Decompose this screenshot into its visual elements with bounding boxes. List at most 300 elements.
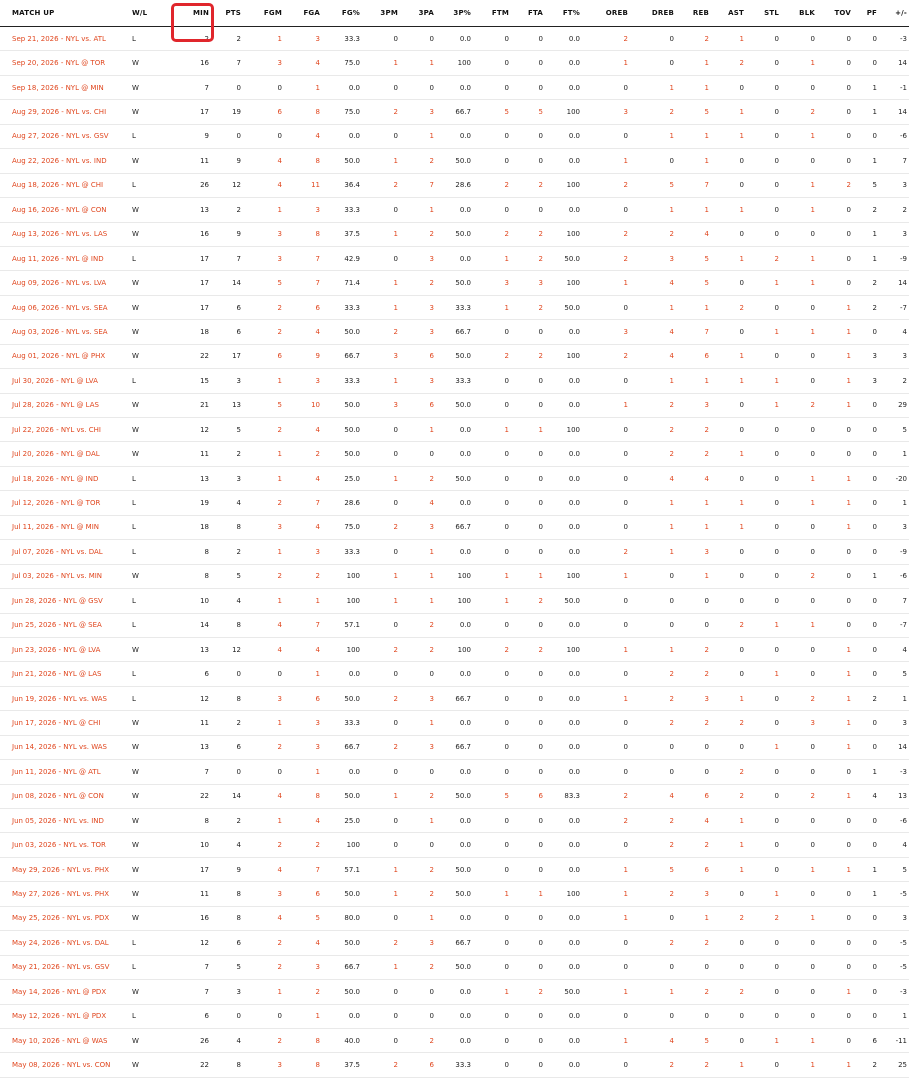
stat-cell-dreb[interactable]: 2 — [634, 711, 680, 735]
stat-cell-stl[interactable]: 1 — [750, 320, 785, 344]
stat-cell-fga[interactable]: 6 — [288, 882, 326, 906]
stat-cell-3pa[interactable]: 2 — [404, 466, 440, 490]
stat-cell-3pa[interactable]: 2 — [404, 1028, 440, 1052]
stat-cell-stl[interactable]: 1 — [750, 735, 785, 759]
stat-cell-reb[interactable]: 4 — [680, 466, 715, 490]
stat-cell-3pm[interactable]: 2 — [366, 1053, 404, 1077]
stat-cell-fga[interactable]: 3 — [288, 735, 326, 759]
stat-cell-tov[interactable]: 1 — [821, 369, 857, 393]
matchup-link[interactable]: Jun 14, 2026 - NYL vs. WAS — [0, 735, 128, 759]
matchup-link[interactable]: May 12, 2026 - NYL @ PDX — [0, 1004, 128, 1028]
column-header-pf[interactable]: PF — [857, 0, 883, 27]
stat-cell-oreb[interactable]: 2 — [586, 784, 634, 808]
stat-cell-blk[interactable]: 1 — [785, 320, 821, 344]
column-header-ast[interactable]: AST — [715, 0, 750, 27]
stat-cell-fga[interactable]: 2 — [288, 564, 326, 588]
matchup-link[interactable]: Jun 23, 2026 - NYL @ LVA — [0, 637, 128, 661]
stat-cell-fga[interactable]: 4 — [288, 466, 326, 490]
stat-cell-dreb[interactable]: 5 — [634, 173, 680, 197]
stat-cell-fta[interactable]: 2 — [515, 173, 549, 197]
stat-cell-fgm[interactable]: 5 — [247, 271, 288, 295]
matchup-link[interactable]: May 27, 2026 - NYL vs. PHX — [0, 882, 128, 906]
stat-cell-oreb[interactable]: 2 — [586, 173, 634, 197]
stat-cell-dreb[interactable]: 3 — [634, 246, 680, 270]
stat-cell-dreb[interactable]: 2 — [634, 100, 680, 124]
stat-cell-3pm[interactable]: 2 — [366, 100, 404, 124]
stat-cell-ftm[interactable]: 2 — [477, 173, 515, 197]
stat-cell-fgm[interactable]: 4 — [247, 613, 288, 637]
stat-cell-fta[interactable]: 6 — [515, 784, 549, 808]
stat-cell-ast[interactable]: 2 — [715, 711, 750, 735]
stat-cell-oreb[interactable]: 1 — [586, 271, 634, 295]
stat-cell-blk[interactable]: 2 — [785, 686, 821, 710]
stat-cell-dreb[interactable]: 2 — [634, 222, 680, 246]
stat-cell-dreb[interactable]: 5 — [634, 857, 680, 881]
stat-cell-ftm[interactable]: 2 — [477, 637, 515, 661]
stat-cell-ast[interactable]: 1 — [715, 491, 750, 515]
column-header-3p-pct[interactable]: 3P% — [440, 0, 477, 27]
stat-cell-3pm[interactable]: 1 — [366, 882, 404, 906]
matchup-link[interactable]: Jul 12, 2026 - NYL @ TOR — [0, 491, 128, 515]
matchup-link[interactable]: Aug 01, 2026 - NYL @ PHX — [0, 344, 128, 368]
stat-cell-dreb[interactable]: 1 — [634, 491, 680, 515]
stat-cell-fgm[interactable]: 4 — [247, 857, 288, 881]
stat-cell-fta[interactable]: 2 — [515, 295, 549, 319]
matchup-link[interactable]: Jul 30, 2026 - NYL @ LVA — [0, 369, 128, 393]
stat-cell-fgm[interactable]: 1 — [247, 589, 288, 613]
stat-cell-3pm[interactable]: 3 — [366, 393, 404, 417]
stat-cell-ftm[interactable]: 1 — [477, 246, 515, 270]
stat-cell-3pa[interactable]: 3 — [404, 369, 440, 393]
stat-cell-3pa[interactable]: 1 — [404, 198, 440, 222]
stat-cell-reb[interactable]: 7 — [680, 320, 715, 344]
stat-cell-fga[interactable]: 11 — [288, 173, 326, 197]
stat-cell-dreb[interactable]: 2 — [634, 393, 680, 417]
stat-cell-fga[interactable]: 1 — [288, 662, 326, 686]
stat-cell-ftm[interactable]: 1 — [477, 564, 515, 588]
stat-cell-blk[interactable]: 1 — [785, 1053, 821, 1077]
stat-cell-fgm[interactable]: 5 — [247, 393, 288, 417]
stat-cell-3pm[interactable]: 1 — [366, 589, 404, 613]
stat-cell-3pm[interactable]: 1 — [366, 564, 404, 588]
stat-cell-oreb[interactable]: 3 — [586, 100, 634, 124]
matchup-link[interactable]: Jun 03, 2026 - NYL vs. TOR — [0, 833, 128, 857]
stat-cell-fgm[interactable]: 1 — [247, 711, 288, 735]
matchup-link[interactable]: Jun 08, 2026 - NYL @ CON — [0, 784, 128, 808]
stat-cell-fgm[interactable]: 2 — [247, 931, 288, 955]
stat-cell-3pa[interactable]: 3 — [404, 100, 440, 124]
stat-cell-fga[interactable]: 8 — [288, 222, 326, 246]
matchup-link[interactable]: Jun 25, 2026 - NYL @ SEA — [0, 613, 128, 637]
stat-cell-blk[interactable]: 2 — [785, 393, 821, 417]
stat-cell-oreb[interactable]: 1 — [586, 980, 634, 1004]
column-header-oreb[interactable]: OREB — [586, 0, 634, 27]
stat-cell-3pm[interactable]: 2 — [366, 515, 404, 539]
matchup-link[interactable]: Aug 06, 2026 - NYL vs. SEA — [0, 295, 128, 319]
stat-cell-tov[interactable]: 1 — [821, 466, 857, 490]
stat-cell-3pm[interactable]: 3 — [366, 344, 404, 368]
stat-cell-3pm[interactable]: 1 — [366, 149, 404, 173]
stat-cell-fga[interactable]: 1 — [288, 75, 326, 99]
stat-cell-3pa[interactable]: 3 — [404, 320, 440, 344]
stat-cell-fga[interactable]: 9 — [288, 344, 326, 368]
stat-cell-ftm[interactable]: 1 — [477, 295, 515, 319]
stat-cell-reb[interactable]: 4 — [680, 222, 715, 246]
stat-cell-fgm[interactable]: 6 — [247, 100, 288, 124]
stat-cell-dreb[interactable]: 2 — [634, 931, 680, 955]
stat-cell-tov[interactable]: 1 — [821, 320, 857, 344]
matchup-link[interactable]: Aug 22, 2026 - NYL vs. IND — [0, 149, 128, 173]
stat-cell-fga[interactable]: 1 — [288, 760, 326, 784]
stat-cell-reb[interactable]: 2 — [680, 27, 715, 51]
stat-cell-reb[interactable]: 3 — [680, 882, 715, 906]
stat-cell-reb[interactable]: 2 — [680, 662, 715, 686]
stat-cell-reb[interactable]: 1 — [680, 491, 715, 515]
stat-cell-3pm[interactable]: 1 — [366, 466, 404, 490]
stat-cell-fgm[interactable]: 1 — [247, 980, 288, 1004]
stat-cell-fgm[interactable]: 1 — [247, 27, 288, 51]
stat-cell-tov[interactable]: 1 — [821, 393, 857, 417]
stat-cell-fga[interactable]: 7 — [288, 613, 326, 637]
matchup-link[interactable]: May 29, 2026 - NYL vs. PHX — [0, 857, 128, 881]
stat-cell-reb[interactable]: 2 — [680, 931, 715, 955]
stat-cell-fgm[interactable]: 2 — [247, 491, 288, 515]
stat-cell-ast[interactable]: 1 — [715, 809, 750, 833]
stat-cell-fga[interactable]: 4 — [288, 515, 326, 539]
stat-cell-reb[interactable]: 2 — [680, 442, 715, 466]
matchup-link[interactable]: Aug 16, 2026 - NYL @ CON — [0, 198, 128, 222]
stat-cell-oreb[interactable]: 1 — [586, 393, 634, 417]
stat-cell-reb[interactable]: 6 — [680, 344, 715, 368]
stat-cell-dreb[interactable]: 1 — [634, 637, 680, 661]
stat-cell-blk[interactable]: 2 — [785, 784, 821, 808]
stat-cell-blk[interactable]: 3 — [785, 711, 821, 735]
stat-cell-ast[interactable]: 2 — [715, 51, 750, 75]
stat-cell-fta[interactable]: 2 — [515, 589, 549, 613]
stat-cell-fgm[interactable]: 4 — [247, 637, 288, 661]
column-header-pts[interactable]: PTS — [215, 0, 247, 27]
stat-cell-ast[interactable]: 2 — [715, 906, 750, 930]
stat-cell-fgm[interactable]: 1 — [247, 466, 288, 490]
stat-cell-3pm[interactable]: 1 — [366, 222, 404, 246]
stat-cell-fga[interactable]: 8 — [288, 100, 326, 124]
stat-cell-tov[interactable]: 2 — [821, 173, 857, 197]
stat-cell-fga[interactable]: 5 — [288, 906, 326, 930]
stat-cell-ftm[interactable]: 1 — [477, 882, 515, 906]
stat-cell-fgm[interactable]: 3 — [247, 882, 288, 906]
stat-cell-reb[interactable]: 6 — [680, 857, 715, 881]
column-header-ft-pct[interactable]: FT% — [549, 0, 586, 27]
stat-cell-dreb[interactable]: 2 — [634, 442, 680, 466]
stat-cell-ast[interactable]: 1 — [715, 27, 750, 51]
stat-cell-ast[interactable]: 1 — [715, 833, 750, 857]
stat-cell-dreb[interactable]: 4 — [634, 1028, 680, 1052]
stat-cell-oreb[interactable]: 1 — [586, 564, 634, 588]
stat-cell-fgm[interactable]: 4 — [247, 906, 288, 930]
stat-cell-reb[interactable]: 5 — [680, 100, 715, 124]
stat-cell-fga[interactable]: 4 — [288, 637, 326, 661]
stat-cell-dreb[interactable]: 1 — [634, 75, 680, 99]
stat-cell-ast[interactable]: 1 — [715, 100, 750, 124]
stat-cell-3pa[interactable]: 3 — [404, 515, 440, 539]
stat-cell-tov[interactable]: 1 — [821, 662, 857, 686]
matchup-link[interactable]: May 24, 2026 - NYL vs. DAL — [0, 931, 128, 955]
stat-cell-fta[interactable]: 2 — [515, 222, 549, 246]
stat-cell-fgm[interactable]: 2 — [247, 564, 288, 588]
stat-cell-ast[interactable]: 1 — [715, 442, 750, 466]
stat-cell-fta[interactable]: 3 — [515, 271, 549, 295]
stat-cell-fgm[interactable]: 2 — [247, 735, 288, 759]
matchup-link[interactable]: Aug 18, 2026 - NYL @ CHI — [0, 173, 128, 197]
stat-cell-ftm[interactable]: 5 — [477, 784, 515, 808]
stat-cell-reb[interactable]: 3 — [680, 686, 715, 710]
stat-cell-dreb[interactable]: 4 — [634, 271, 680, 295]
stat-cell-reb[interactable]: 1 — [680, 295, 715, 319]
stat-cell-dreb[interactable]: 2 — [634, 662, 680, 686]
column-header-fta[interactable]: FTA — [515, 0, 549, 27]
stat-cell-ast[interactable]: 1 — [715, 344, 750, 368]
stat-cell-reb[interactable]: 2 — [680, 637, 715, 661]
stat-cell-3pm[interactable]: 2 — [366, 735, 404, 759]
stat-cell-3pa[interactable]: 2 — [404, 857, 440, 881]
stat-cell-dreb[interactable]: 1 — [634, 295, 680, 319]
matchup-link[interactable]: Jun 21, 2026 - NYL @ LAS — [0, 662, 128, 686]
stat-cell-fga[interactable]: 10 — [288, 393, 326, 417]
matchup-link[interactable]: Sep 21, 2026 - NYL vs. ATL — [0, 27, 128, 51]
stat-cell-blk[interactable]: 2 — [785, 100, 821, 124]
stat-cell-dreb[interactable]: 2 — [634, 686, 680, 710]
stat-cell-fga[interactable]: 2 — [288, 442, 326, 466]
stat-cell-reb[interactable]: 4 — [680, 809, 715, 833]
matchup-link[interactable]: Aug 27, 2026 - NYL vs. GSV — [0, 124, 128, 148]
matchup-link[interactable]: Aug 03, 2026 - NYL vs. SEA — [0, 320, 128, 344]
stat-cell-blk[interactable]: 1 — [785, 51, 821, 75]
stat-cell-3pa[interactable]: 7 — [404, 173, 440, 197]
matchup-link[interactable]: Jul 28, 2026 - NYL @ LAS — [0, 393, 128, 417]
stat-cell-reb[interactable]: 5 — [680, 271, 715, 295]
stat-cell-tov[interactable]: 1 — [821, 857, 857, 881]
matchup-link[interactable]: Jul 20, 2026 - NYL @ DAL — [0, 442, 128, 466]
stat-cell-fgm[interactable]: 2 — [247, 1028, 288, 1052]
stat-cell-fgm[interactable]: 3 — [247, 246, 288, 270]
stat-cell-ftm[interactable]: 1 — [477, 589, 515, 613]
stat-cell-reb[interactable]: 1 — [680, 564, 715, 588]
stat-cell-fga[interactable]: 7 — [288, 491, 326, 515]
stat-cell-blk[interactable]: 1 — [785, 466, 821, 490]
stat-cell-3pm[interactable]: 1 — [366, 955, 404, 979]
stat-cell-3pm[interactable]: 1 — [366, 271, 404, 295]
stat-cell-blk[interactable]: 1 — [785, 1028, 821, 1052]
stat-cell-ftm[interactable]: 1 — [477, 418, 515, 442]
stat-cell-reb[interactable]: 5 — [680, 1028, 715, 1052]
stat-cell-dreb[interactable]: 2 — [634, 882, 680, 906]
stat-cell-tov[interactable]: 1 — [821, 1053, 857, 1077]
stat-cell-reb[interactable]: 3 — [680, 540, 715, 564]
stat-cell-ast[interactable]: 2 — [715, 295, 750, 319]
stat-cell-blk[interactable]: 1 — [785, 124, 821, 148]
stat-cell-tov[interactable]: 1 — [821, 784, 857, 808]
stat-cell-reb[interactable]: 3 — [680, 393, 715, 417]
stat-cell-fga[interactable]: 8 — [288, 1053, 326, 1077]
stat-cell-3pa[interactable]: 4 — [404, 491, 440, 515]
stat-cell-3pa[interactable]: 1 — [404, 589, 440, 613]
stat-cell-tov[interactable]: 1 — [821, 637, 857, 661]
stat-cell-fta[interactable]: 2 — [515, 980, 549, 1004]
stat-cell-oreb[interactable]: 2 — [586, 540, 634, 564]
column-header-match-up[interactable]: MATCH UP — [0, 0, 128, 27]
stat-cell-ast[interactable]: 1 — [715, 198, 750, 222]
stat-cell-reb[interactable]: 2 — [680, 711, 715, 735]
matchup-link[interactable]: Aug 13, 2026 - NYL vs. LAS — [0, 222, 128, 246]
stat-cell-oreb[interactable]: 1 — [586, 1028, 634, 1052]
stat-cell-oreb[interactable]: 1 — [586, 857, 634, 881]
column-header-stl[interactable]: STL — [750, 0, 785, 27]
stat-cell-3pa[interactable]: 3 — [404, 686, 440, 710]
column-header-blk[interactable]: BLK — [785, 0, 821, 27]
stat-cell-stl[interactable]: 1 — [750, 1028, 785, 1052]
stat-cell-fta[interactable]: 2 — [515, 637, 549, 661]
stat-cell-reb[interactable]: 2 — [680, 1053, 715, 1077]
stat-cell-3pa[interactable]: 2 — [404, 955, 440, 979]
stat-cell-reb[interactable]: 1 — [680, 906, 715, 930]
matchup-link[interactable]: Jun 05, 2026 - NYL vs. IND — [0, 809, 128, 833]
stat-cell-ast[interactable]: 1 — [715, 857, 750, 881]
stat-cell-fta[interactable]: 5 — [515, 100, 549, 124]
stat-cell-fga[interactable]: 8 — [288, 1028, 326, 1052]
stat-cell-ast[interactable]: 2 — [715, 760, 750, 784]
stat-cell-reb[interactable]: 1 — [680, 515, 715, 539]
stat-cell-fta[interactable]: 1 — [515, 418, 549, 442]
stat-cell-reb[interactable]: 5 — [680, 246, 715, 270]
stat-cell-fgm[interactable]: 3 — [247, 222, 288, 246]
stat-cell-fga[interactable]: 3 — [288, 369, 326, 393]
stat-cell-oreb[interactable]: 1 — [586, 51, 634, 75]
stat-cell-fgm[interactable]: 3 — [247, 686, 288, 710]
column-header-wl[interactable]: W/L — [128, 0, 173, 27]
stat-cell-fgm[interactable]: 2 — [247, 833, 288, 857]
stat-cell-blk[interactable]: 1 — [785, 246, 821, 270]
stat-cell-3pm[interactable]: 2 — [366, 931, 404, 955]
column-header-tov[interactable]: TOV — [821, 0, 857, 27]
matchup-link[interactable]: Sep 20, 2026 - NYL @ TOR — [0, 51, 128, 75]
stat-cell-3pa[interactable]: 1 — [404, 51, 440, 75]
stat-cell-fta[interactable]: 1 — [515, 564, 549, 588]
stat-cell-fga[interactable]: 8 — [288, 784, 326, 808]
stat-cell-reb[interactable]: 1 — [680, 149, 715, 173]
stat-cell-3pa[interactable]: 2 — [404, 271, 440, 295]
column-header-plus-minus[interactable]: +/- — [883, 0, 909, 27]
stat-cell-fga[interactable]: 7 — [288, 857, 326, 881]
stat-cell-3pa[interactable]: 6 — [404, 344, 440, 368]
stat-cell-fga[interactable]: 4 — [288, 124, 326, 148]
stat-cell-3pm[interactable]: 2 — [366, 686, 404, 710]
stat-cell-ast[interactable]: 2 — [715, 613, 750, 637]
stat-cell-ast[interactable]: 1 — [715, 1053, 750, 1077]
stat-cell-ast[interactable]: 2 — [715, 784, 750, 808]
matchup-link[interactable]: May 21, 2026 - NYL vs. GSV — [0, 955, 128, 979]
stat-cell-fga[interactable]: 3 — [288, 27, 326, 51]
stat-cell-fgm[interactable]: 1 — [247, 442, 288, 466]
stat-cell-blk[interactable]: 1 — [785, 198, 821, 222]
stat-cell-dreb[interactable]: 1 — [634, 124, 680, 148]
stat-cell-dreb[interactable]: 4 — [634, 784, 680, 808]
stat-cell-3pm[interactable]: 2 — [366, 637, 404, 661]
column-header-3pm[interactable]: 3PM — [366, 0, 404, 27]
column-header-fgm[interactable]: FGM — [247, 0, 288, 27]
stat-cell-3pa[interactable]: 1 — [404, 906, 440, 930]
matchup-link[interactable]: May 10, 2026 - NYL @ WAS — [0, 1028, 128, 1052]
stat-cell-3pm[interactable]: 1 — [366, 51, 404, 75]
stat-cell-3pa[interactable]: 3 — [404, 931, 440, 955]
matchup-link[interactable]: Sep 18, 2026 - NYL @ MIN — [0, 75, 128, 99]
column-header-fg-pct[interactable]: FG% — [326, 0, 366, 27]
stat-cell-fga[interactable]: 4 — [288, 418, 326, 442]
stat-cell-fgm[interactable]: 3 — [247, 51, 288, 75]
stat-cell-ftm[interactable]: 2 — [477, 344, 515, 368]
stat-cell-fga[interactable]: 8 — [288, 149, 326, 173]
matchup-link[interactable]: Jul 03, 2026 - NYL vs. MIN — [0, 564, 128, 588]
matchup-link[interactable]: Jul 18, 2026 - NYL @ IND — [0, 466, 128, 490]
stat-cell-fgm[interactable]: 4 — [247, 784, 288, 808]
stat-cell-fga[interactable]: 2 — [288, 833, 326, 857]
stat-cell-dreb[interactable]: 2 — [634, 833, 680, 857]
stat-cell-3pa[interactable]: 1 — [404, 540, 440, 564]
stat-cell-stl[interactable]: 2 — [750, 246, 785, 270]
matchup-link[interactable]: May 25, 2026 - NYL vs. PDX — [0, 906, 128, 930]
stat-cell-3pa[interactable]: 3 — [404, 295, 440, 319]
stat-cell-fga[interactable]: 4 — [288, 320, 326, 344]
stat-cell-stl[interactable]: 1 — [750, 882, 785, 906]
stat-cell-stl[interactable]: 2 — [750, 906, 785, 930]
stat-cell-dreb[interactable]: 1 — [634, 980, 680, 1004]
stat-cell-fgm[interactable]: 6 — [247, 344, 288, 368]
stat-cell-fgm[interactable]: 1 — [247, 540, 288, 564]
matchup-link[interactable]: May 14, 2026 - NYL @ PDX — [0, 980, 128, 1004]
stat-cell-fga[interactable]: 7 — [288, 271, 326, 295]
column-header-fga[interactable]: FGA — [288, 0, 326, 27]
stat-cell-dreb[interactable]: 4 — [634, 320, 680, 344]
stat-cell-oreb[interactable]: 2 — [586, 809, 634, 833]
stat-cell-ast[interactable]: 2 — [715, 980, 750, 1004]
stat-cell-3pm[interactable]: 1 — [366, 857, 404, 881]
matchup-link[interactable]: Jun 19, 2026 - NYL vs. WAS — [0, 686, 128, 710]
stat-cell-stl[interactable]: 1 — [750, 393, 785, 417]
stat-cell-ftm[interactable]: 2 — [477, 222, 515, 246]
stat-cell-3pa[interactable]: 2 — [404, 882, 440, 906]
stat-cell-blk[interactable]: 1 — [785, 271, 821, 295]
matchup-link[interactable]: May 08, 2026 - NYL vs. CON — [0, 1053, 128, 1077]
matchup-link[interactable]: Aug 11, 2026 - NYL @ IND — [0, 246, 128, 270]
stat-cell-oreb[interactable]: 1 — [586, 637, 634, 661]
stat-cell-tov[interactable]: 1 — [821, 295, 857, 319]
stat-cell-blk[interactable]: 1 — [785, 906, 821, 930]
stat-cell-fga[interactable]: 6 — [288, 686, 326, 710]
stat-cell-fga[interactable]: 3 — [288, 711, 326, 735]
stat-cell-stl[interactable]: 1 — [750, 369, 785, 393]
stat-cell-dreb[interactable]: 2 — [634, 1053, 680, 1077]
stat-cell-tov[interactable]: 1 — [821, 344, 857, 368]
stat-cell-oreb[interactable]: 1 — [586, 686, 634, 710]
stat-cell-fga[interactable]: 3 — [288, 540, 326, 564]
stat-cell-tov[interactable]: 1 — [821, 711, 857, 735]
stat-cell-blk[interactable]: 1 — [785, 857, 821, 881]
stat-cell-ast[interactable]: 1 — [715, 246, 750, 270]
stat-cell-reb[interactable]: 1 — [680, 198, 715, 222]
stat-cell-dreb[interactable]: 4 — [634, 466, 680, 490]
stat-cell-fgm[interactable]: 2 — [247, 320, 288, 344]
stat-cell-fga[interactable]: 4 — [288, 931, 326, 955]
stat-cell-3pa[interactable]: 3 — [404, 246, 440, 270]
